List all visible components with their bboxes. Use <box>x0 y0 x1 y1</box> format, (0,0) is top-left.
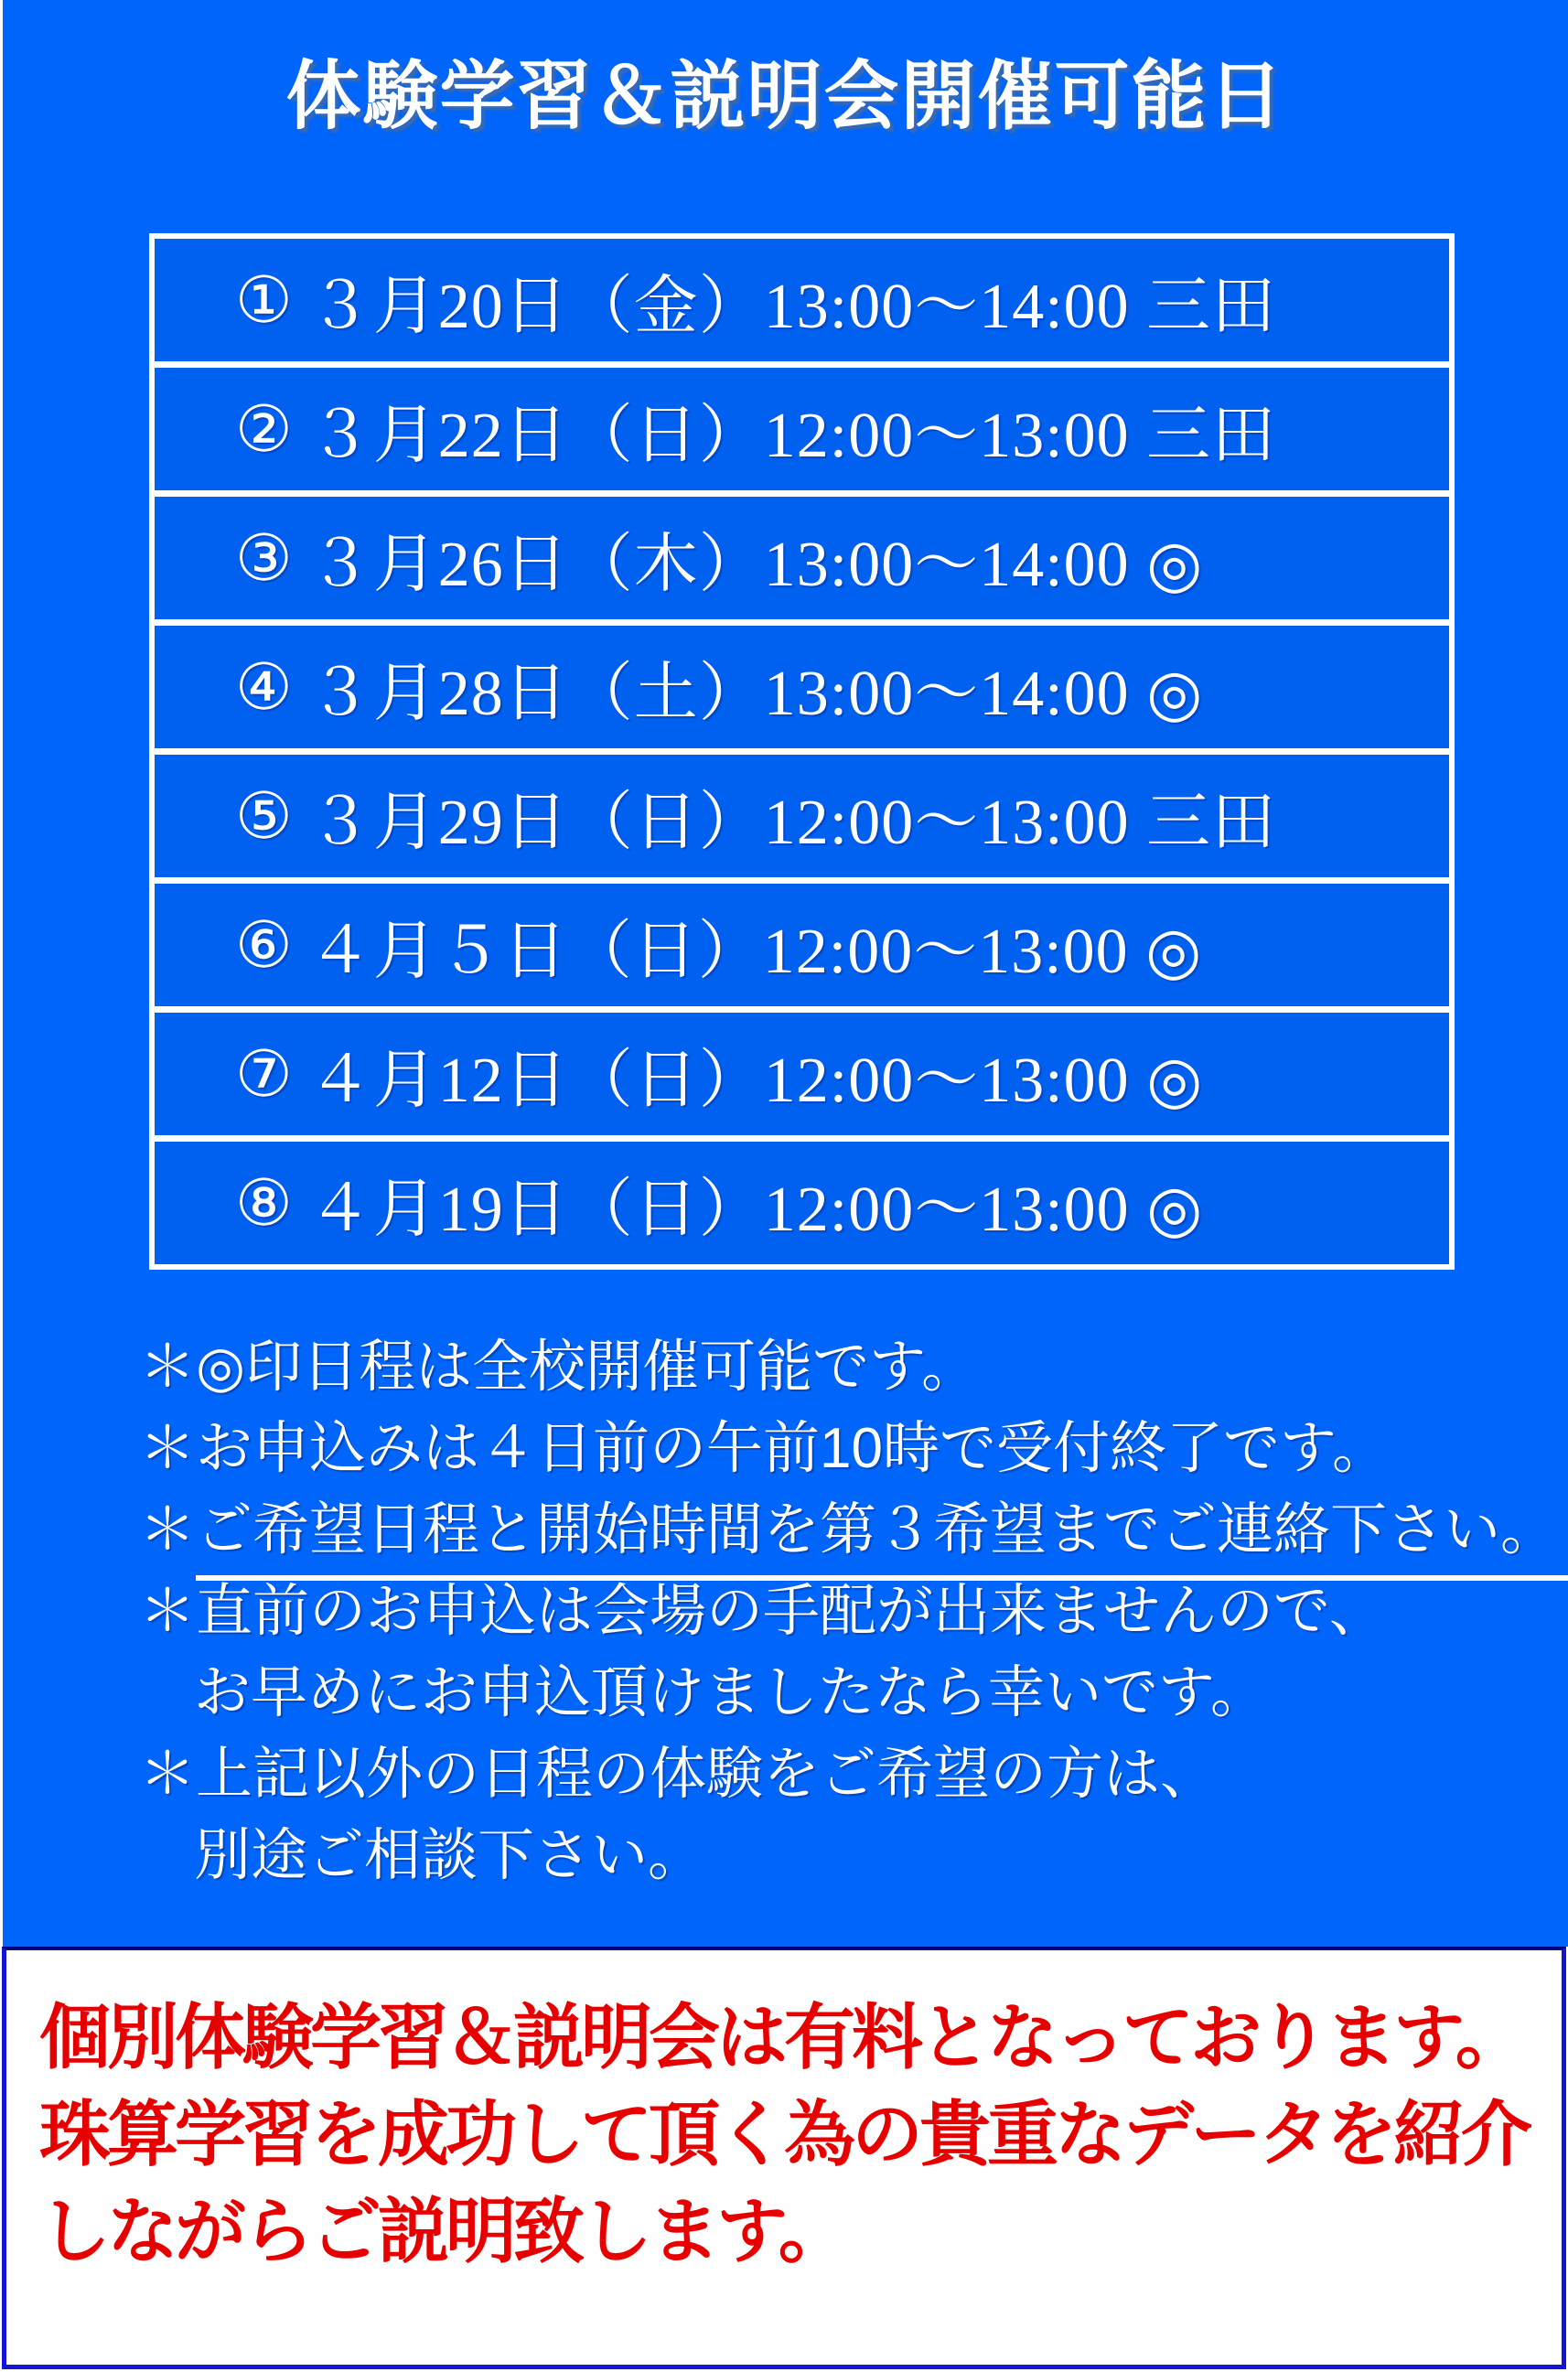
schedule-row-number: ④ <box>235 652 294 724</box>
schedule-row-number: ① <box>235 265 294 337</box>
schedule-row-number: ⑧ <box>235 1168 294 1240</box>
schedule-row <box>155 368 1449 497</box>
note-line: お早めにお申込頂けましたなら幸いです。 <box>194 1661 1268 1724</box>
footer-line: 珠算学習を成功して頂く為の貴重なデータを紹介 <box>39 2094 1530 2174</box>
schedule-row-number: ③ <box>235 523 294 595</box>
notes-section <box>139 1326 1566 1896</box>
note-line: ＊◎印日程は全校開催可能です。 <box>139 1336 979 1399</box>
schedule-row-text: ３月26日（木）13:00～14:00 ◎ <box>307 529 1204 600</box>
schedule-row <box>155 626 1449 755</box>
schedule-row <box>155 1013 1449 1142</box>
schedule-row-number: ⑦ <box>235 1039 294 1111</box>
schedule-row-text: ３月22日（日）12:00～13:00 三田 <box>307 400 1277 471</box>
page-title: 体験学習＆説明会開催可能日 <box>285 55 1285 138</box>
schedule-row <box>155 755 1449 884</box>
schedule-row <box>155 884 1449 1013</box>
schedule-row-number: ⑥ <box>235 910 294 982</box>
schedule-row-text: ３月29日（日）12:00～13:00 三田 <box>307 787 1277 858</box>
schedule-row-number: ② <box>235 394 294 466</box>
schedule-table <box>149 233 1455 1270</box>
note-line: 別途ご相談下さい。 <box>194 1824 705 1887</box>
schedule-row-text: ３月20日（金）13:00～14:00 三田 <box>307 271 1277 342</box>
schedule-row-number: ⑤ <box>235 781 294 853</box>
schedule-row-text: ４月12日（日）12:00～13:00 ◎ <box>307 1045 1204 1116</box>
note-asterisk: ＊ <box>139 1498 197 1562</box>
note-line <box>139 1489 1566 1571</box>
note-line: ＊上記以外の日程の体験をご希望の方は、 <box>139 1743 1218 1806</box>
schedule-row <box>155 497 1449 626</box>
footer-text <box>39 1989 1562 2280</box>
schedule-row <box>155 1142 1449 1264</box>
schedule-row <box>155 239 1449 368</box>
schedule-row-text: ４月19日（日）12:00～13:00 ◎ <box>307 1174 1204 1245</box>
note-line: ＊直前のお申込は会場の手配が出来ませんので、 <box>139 1580 1386 1643</box>
footer-line: 個別体験学習＆説明会は有料となっております。 <box>39 1997 1523 2077</box>
footer-box <box>2 1947 1566 2369</box>
schedule-row-text: ３月28日（土）13:00～14:00 ◎ <box>307 658 1204 729</box>
note-line: ＊お申込みは４日前の午前10時で受付終了です。 <box>139 1417 1390 1480</box>
schedule-row-text: ４月５日（日）12:00～13:00 ◎ <box>307 916 1203 987</box>
footer-line: しながらご説明致します。 <box>39 2191 846 2271</box>
note-underlined-text: ご希望日程と開始時間を第３希望までご連絡下さい。 <box>196 1489 1568 1581</box>
